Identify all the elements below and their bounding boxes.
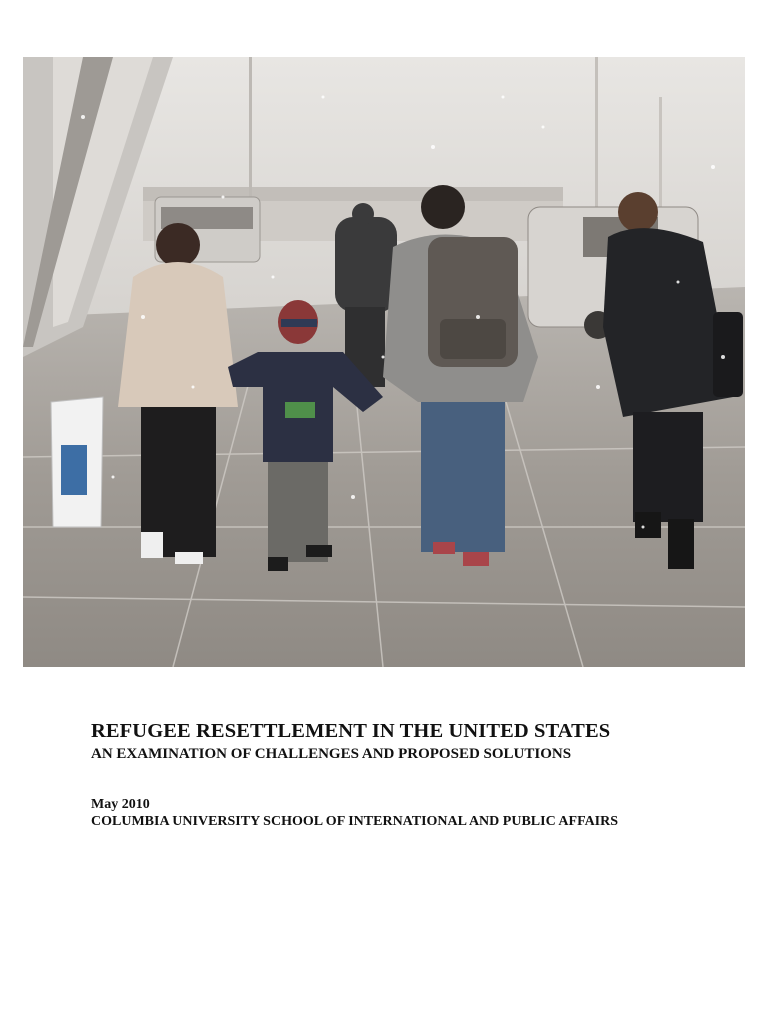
report-organization: COLUMBIA UNIVERSITY SCHOOL OF INTERNATIONAL AND PUBLIC AFFAIRS [91, 814, 619, 829]
report-title: REFUGEE RESETTLEMENT IN THE UNITED STATES [91, 720, 611, 742]
cover-photo [23, 57, 745, 667]
family-walking-in-snow-photo [23, 57, 745, 667]
title-block [91, 718, 728, 764]
report-subtitle: AN EXAMINATION OF CHALLENGES AND PROPOSED SOLUTIONS [91, 746, 572, 762]
report-date: May 2010 [91, 797, 150, 812]
